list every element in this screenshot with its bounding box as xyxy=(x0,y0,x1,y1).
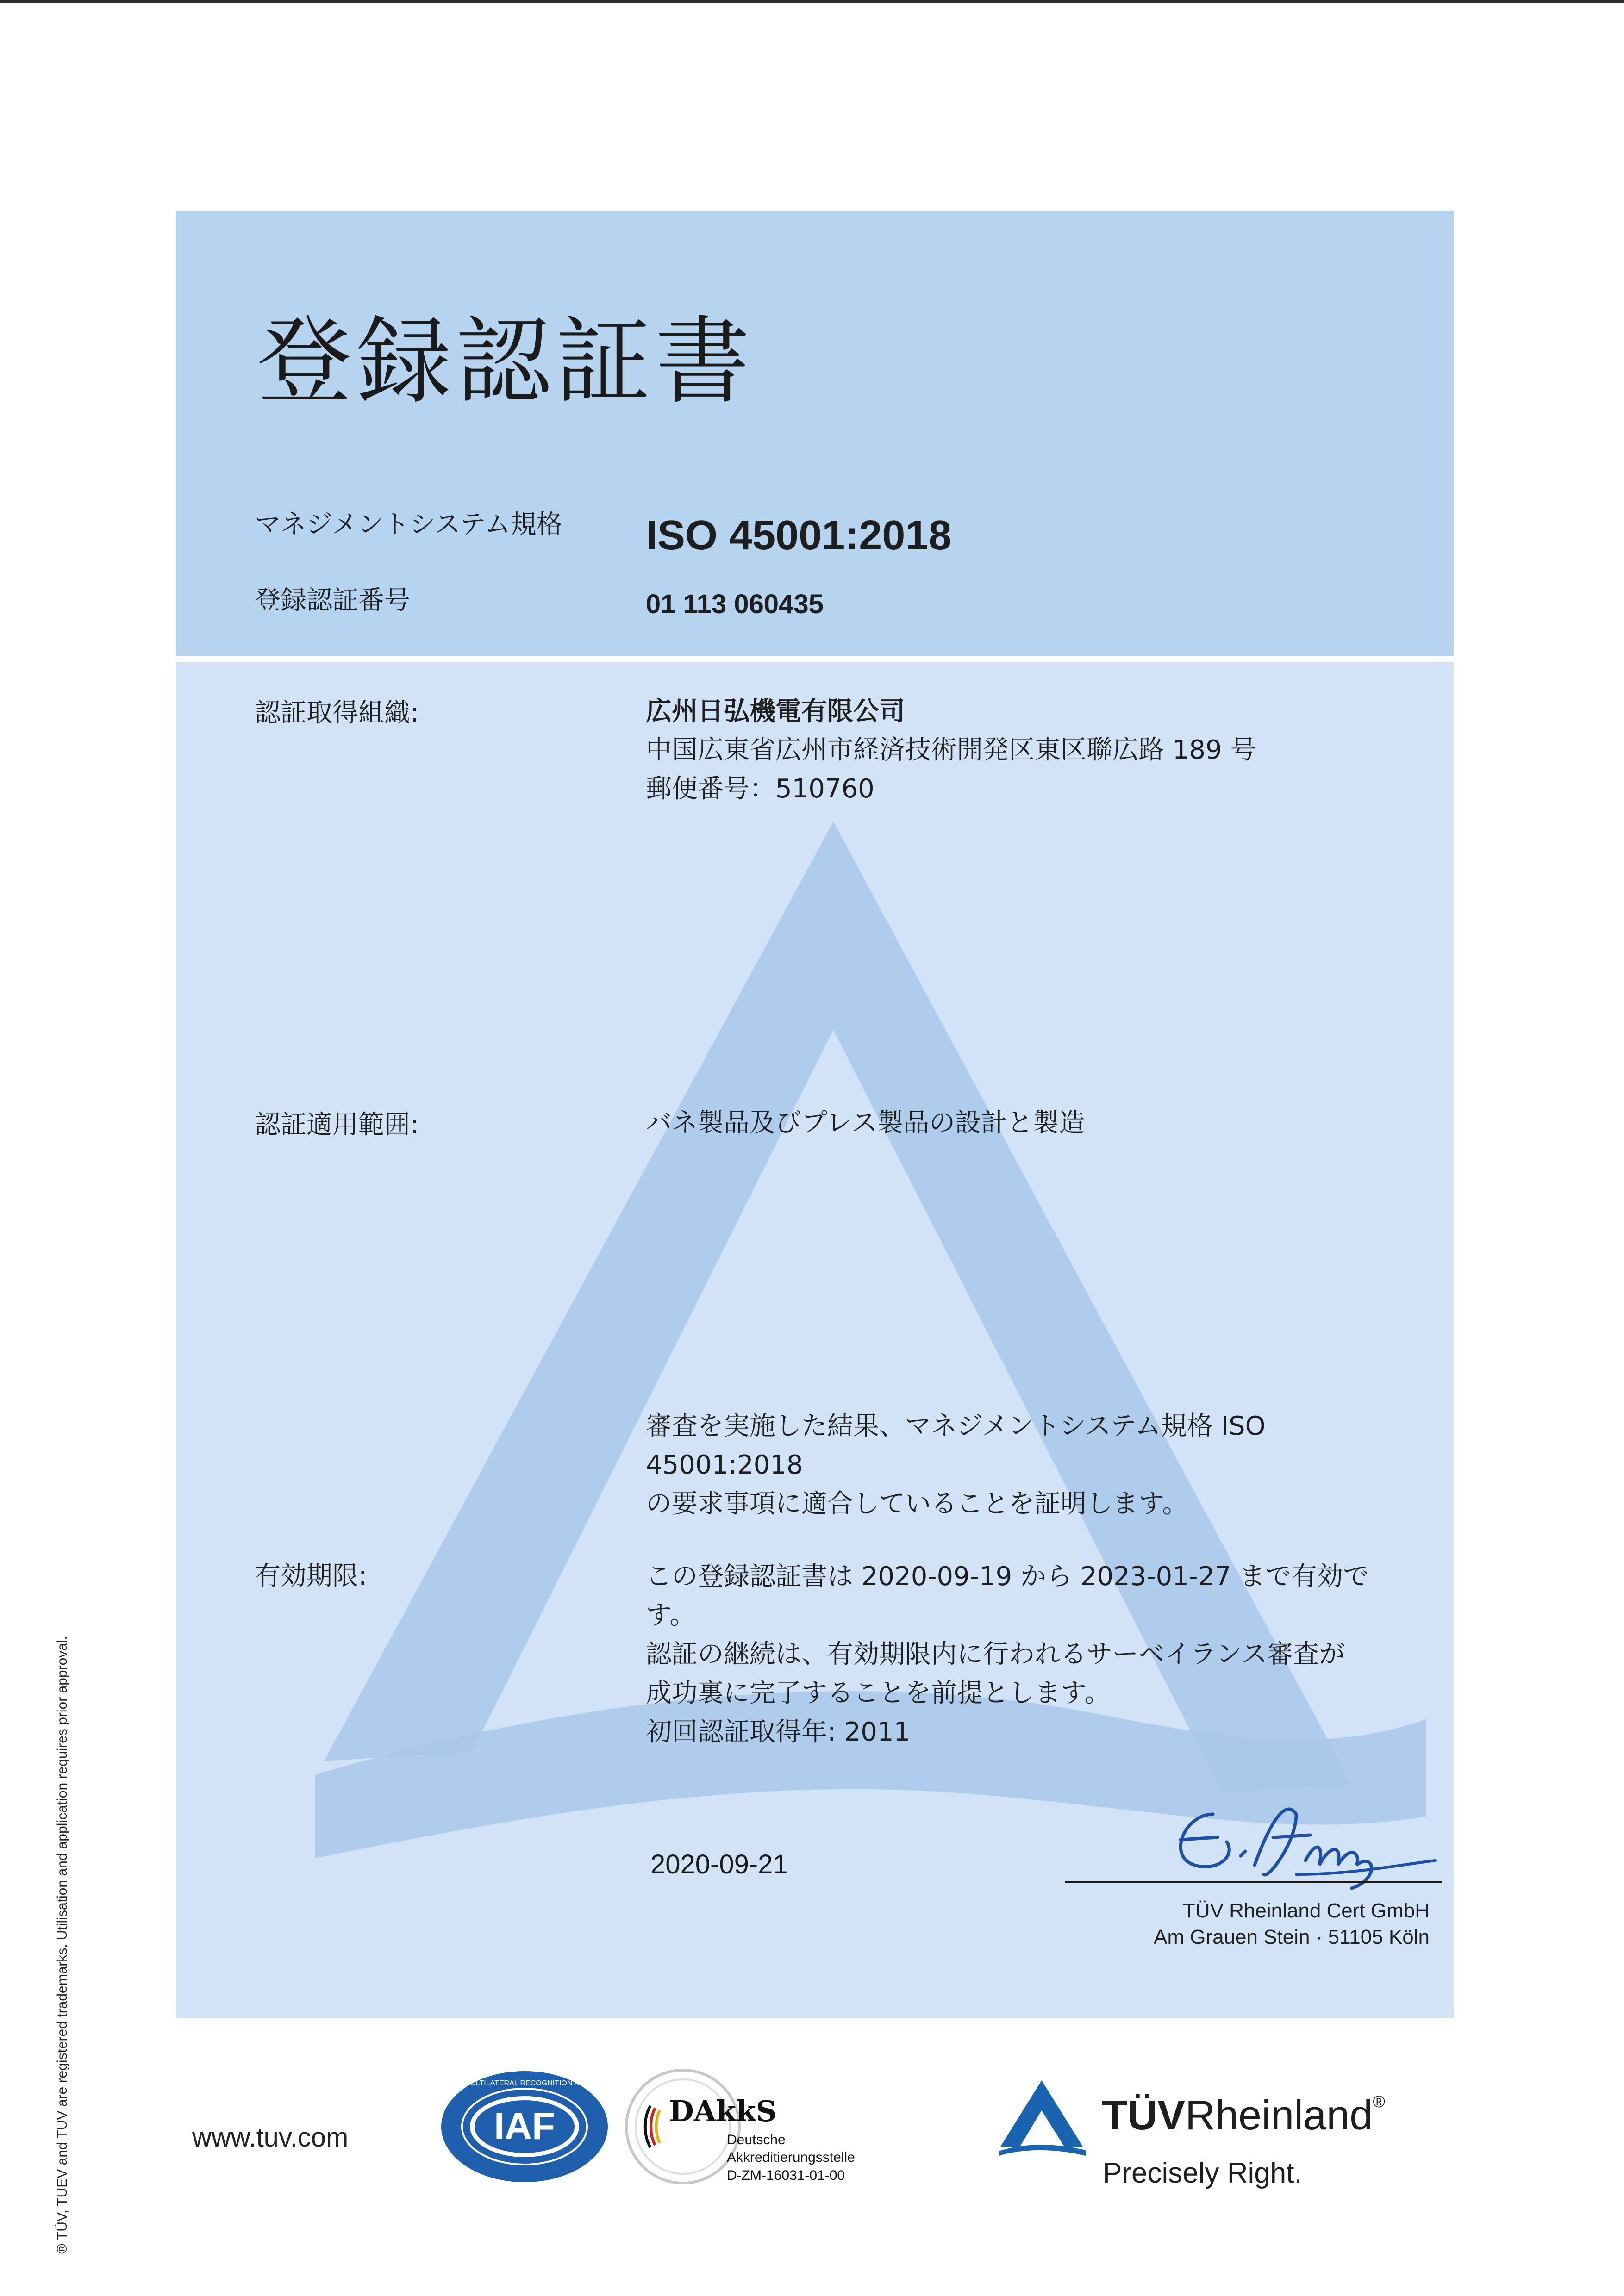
signature-icon xyxy=(1157,1786,1444,1893)
standard-value: ISO 45001:2018 xyxy=(646,512,952,559)
holder-label: 認証取得組織: xyxy=(255,698,419,728)
validity-text xyxy=(646,1557,1369,1752)
conformity-statement xyxy=(646,1407,1266,1524)
standard-label: マネジメントシステム規格 xyxy=(255,510,562,540)
dakks-line: D-ZM-16031-01-00 xyxy=(727,2167,845,2183)
scope-label: 認証適用範囲: xyxy=(255,1110,419,1140)
registration-number-value: 01 113 060435 xyxy=(646,589,824,619)
scope-value: バネ製品及びプレス製品の設計と製造 xyxy=(646,1108,1085,1138)
validity-line: す。 xyxy=(646,1600,696,1630)
website-link[interactable]: www.tuv.com xyxy=(192,2122,349,2153)
tuv-slogan: Precisely Right. xyxy=(1103,2157,1302,2189)
iaf-logo-icon xyxy=(417,2069,632,2184)
statement-line: 45001:2018 xyxy=(646,1450,803,1480)
issuer-address: Am Grauen Stein · 51105 Köln xyxy=(1154,1926,1430,1949)
validity-line: 認証の継続は、有効期限内に行われるサーベイランス審査が xyxy=(646,1639,1345,1669)
statement-line: 審査を実施した結果、マネジメントシステム規格 ISO xyxy=(646,1411,1266,1441)
page-title: 登録認証書 xyxy=(257,307,755,417)
holder-name: 広州日弘機電有限公司 xyxy=(646,697,905,726)
iaf-ring-text: MEMBER OF MULTILATERAL RECOGNITION ARRANGEMENT xyxy=(417,2079,632,2087)
holder-postal-code: 郵便番号：510760 xyxy=(646,774,874,804)
registration-number-label: 登録認証番号 xyxy=(255,585,410,616)
dakks-description xyxy=(727,2131,855,2184)
tuv-brand-rest: Rheinland xyxy=(1185,2092,1373,2139)
validity-line: この登録認証書は 2020-09-19 から 2023-01-27 まで有効で xyxy=(646,1562,1369,1592)
issuer-name: TÜV Rheinland Cert GmbH xyxy=(1182,1899,1430,1922)
tuv-brand xyxy=(1102,2092,1385,2140)
registered-mark: ® xyxy=(1373,2092,1385,2111)
validity-line: 初回認証取得年: 2011 xyxy=(646,1717,911,1747)
top-edge-line xyxy=(0,0,1624,3)
issue-date: 2020-09-21 xyxy=(650,1849,788,1879)
validity-label: 有効期限: xyxy=(255,1561,367,1591)
dakks-name: DAkkS xyxy=(669,2094,777,2128)
tuv-brand-bold: TÜV xyxy=(1102,2092,1185,2139)
iaf-text: IAF xyxy=(493,2105,556,2147)
tuv-triangle-icon xyxy=(995,2078,1088,2157)
trademark-note: ® TÜV, TUEV and TUV are registered trademarks. Utilisation and application requires prior approval. xyxy=(55,1636,70,2254)
holder-address: 中国広東省広州市経済技術開発区東区聯広路 189 号 xyxy=(646,735,1256,765)
issuer-block xyxy=(1154,1898,1430,1950)
statement-line: の要求事項に適合していることを証明します。 xyxy=(646,1489,1188,1519)
dakks-line: Akkreditierungsstelle xyxy=(727,2150,855,2165)
dakks-logo xyxy=(623,2062,882,2191)
holder-block xyxy=(646,692,1256,809)
validity-line: 成功裏に完了することを前提とします。 xyxy=(646,1678,1111,1708)
signature-line xyxy=(1065,1881,1442,1883)
dakks-line: Deutsche xyxy=(727,2132,786,2147)
